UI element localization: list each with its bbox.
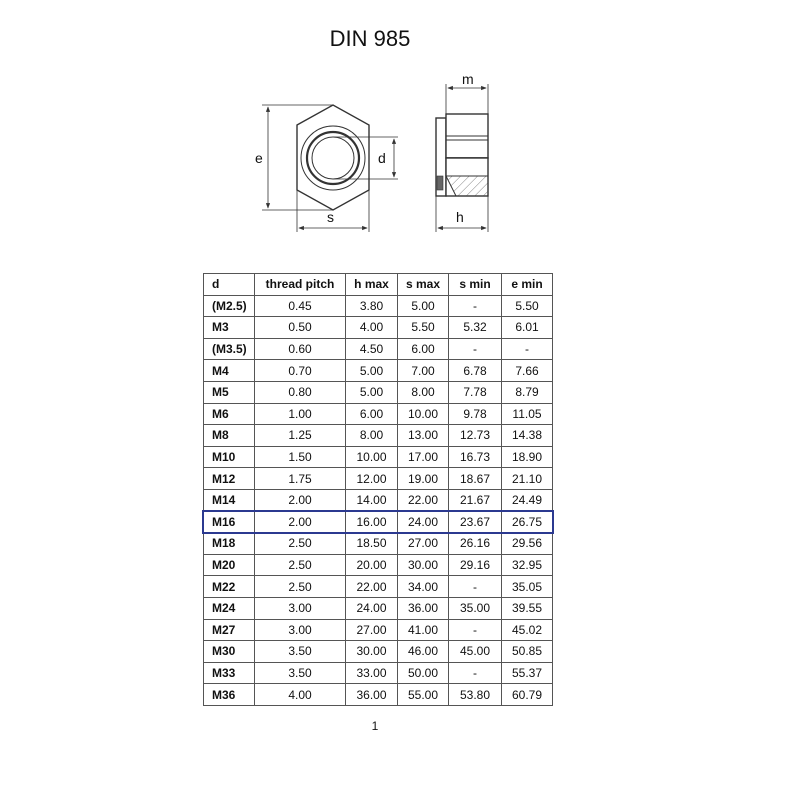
value-cell: 19.00 <box>398 468 449 490</box>
table-row <box>204 511 553 533</box>
value-cell: 20.00 <box>346 554 398 576</box>
value-cell: 23.67 <box>449 511 502 533</box>
value-cell: 14.00 <box>346 489 398 511</box>
value-cell: 2.50 <box>255 554 346 576</box>
value-cell: 36.00 <box>398 597 449 619</box>
value-cell: 26.75 <box>502 511 553 533</box>
value-cell: 35.05 <box>502 576 553 598</box>
value-cell: 4.00 <box>255 684 346 706</box>
label-e: e <box>255 150 263 166</box>
value-cell: 6.78 <box>449 360 502 382</box>
thread-size-cell: M24 <box>204 597 255 619</box>
value-cell: 0.80 <box>255 381 346 403</box>
page-number: 1 <box>371 719 379 733</box>
thread-size-cell: M14 <box>204 489 255 511</box>
value-cell: 3.00 <box>255 597 346 619</box>
value-cell: 3.50 <box>255 662 346 684</box>
value-cell: 16.73 <box>449 446 502 468</box>
thread-size-cell: M20 <box>204 554 255 576</box>
thread-size-cell: M16 <box>204 511 255 533</box>
table-row <box>204 662 553 684</box>
table-row <box>204 597 553 619</box>
label-s: s <box>327 209 334 225</box>
side-section-view <box>436 114 488 196</box>
thread-size-cell: M4 <box>204 360 255 382</box>
value-cell: 5.32 <box>449 317 502 339</box>
value-cell: 2.50 <box>255 533 346 555</box>
value-cell: 22.00 <box>398 489 449 511</box>
value-cell: 50.85 <box>502 641 553 663</box>
table-row <box>204 619 553 641</box>
thread-size-cell: M6 <box>204 403 255 425</box>
value-cell: 2.00 <box>255 489 346 511</box>
thread-size-cell: M36 <box>204 684 255 706</box>
value-cell: 55.37 <box>502 662 553 684</box>
table-row <box>204 403 553 425</box>
value-cell: 4.00 <box>346 317 398 339</box>
table-row <box>204 489 553 511</box>
column-header: d <box>204 274 255 296</box>
value-cell: 26.16 <box>449 533 502 555</box>
value-cell: 17.00 <box>398 446 449 468</box>
dimension-m <box>446 84 488 114</box>
value-cell: 11.05 <box>502 403 553 425</box>
value-cell: 8.79 <box>502 381 553 403</box>
value-cell: 13.00 <box>398 425 449 447</box>
label-h: h <box>456 209 464 225</box>
value-cell: 8.00 <box>346 425 398 447</box>
value-cell: 60.79 <box>502 684 553 706</box>
value-cell: 45.02 <box>502 619 553 641</box>
table-row <box>204 684 553 706</box>
value-cell: 0.45 <box>255 295 346 317</box>
value-cell: 1.00 <box>255 403 346 425</box>
value-cell: 21.67 <box>449 489 502 511</box>
value-cell: - <box>449 338 502 360</box>
thread-size-cell: M3 <box>204 317 255 339</box>
value-cell: 10.00 <box>398 403 449 425</box>
value-cell: 55.00 <box>398 684 449 706</box>
column-header: h max <box>346 274 398 296</box>
value-cell: 12.00 <box>346 468 398 490</box>
value-cell: 16.00 <box>346 511 398 533</box>
value-cell: 18.50 <box>346 533 398 555</box>
value-cell: 7.78 <box>449 381 502 403</box>
value-cell: 24.00 <box>346 597 398 619</box>
value-cell: 30.00 <box>346 641 398 663</box>
label-d: d <box>378 150 386 166</box>
value-cell: 18.67 <box>449 468 502 490</box>
value-cell: 41.00 <box>398 619 449 641</box>
table-row <box>204 338 553 360</box>
value-cell: - <box>449 619 502 641</box>
column-header: s max <box>398 274 449 296</box>
thread-size-cell: M8 <box>204 425 255 447</box>
value-cell: 8.00 <box>398 381 449 403</box>
table-row <box>204 468 553 490</box>
value-cell: 18.90 <box>502 446 553 468</box>
table-body <box>204 295 553 705</box>
value-cell: - <box>502 338 553 360</box>
thread-size-cell: M5 <box>204 381 255 403</box>
column-header: e min <box>502 274 553 296</box>
value-cell: 14.38 <box>502 425 553 447</box>
value-cell: 7.66 <box>502 360 553 382</box>
table-row <box>204 576 553 598</box>
value-cell: 53.80 <box>449 684 502 706</box>
thread-size-cell: M22 <box>204 576 255 598</box>
value-cell: - <box>449 295 502 317</box>
table-row <box>204 381 553 403</box>
value-cell: 24.49 <box>502 489 553 511</box>
column-header: s min <box>449 274 502 296</box>
value-cell: 5.50 <box>398 317 449 339</box>
table-row <box>204 446 553 468</box>
value-cell: 36.00 <box>346 684 398 706</box>
hex-front-view <box>297 105 369 210</box>
din985-dimension-table <box>203 273 553 706</box>
value-cell: 6.00 <box>398 338 449 360</box>
value-cell: 0.60 <box>255 338 346 360</box>
thread-size-cell: M27 <box>204 619 255 641</box>
value-cell: 39.55 <box>502 597 553 619</box>
table-row <box>204 295 553 317</box>
table-row <box>204 641 553 663</box>
value-cell: 2.00 <box>255 511 346 533</box>
thread-size-cell: M10 <box>204 446 255 468</box>
thread-size-cell: M33 <box>204 662 255 684</box>
value-cell: 5.00 <box>346 381 398 403</box>
value-cell: 9.78 <box>449 403 502 425</box>
value-cell: 35.00 <box>449 597 502 619</box>
thread-size-cell: (M2.5) <box>204 295 255 317</box>
value-cell: 32.95 <box>502 554 553 576</box>
value-cell: 3.00 <box>255 619 346 641</box>
value-cell: - <box>449 662 502 684</box>
value-cell: 3.50 <box>255 641 346 663</box>
value-cell: 45.00 <box>449 641 502 663</box>
value-cell: 1.75 <box>255 468 346 490</box>
value-cell: 1.25 <box>255 425 346 447</box>
value-cell: 10.00 <box>346 446 398 468</box>
value-cell: 6.01 <box>502 317 553 339</box>
value-cell: 3.80 <box>346 295 398 317</box>
value-cell: 7.00 <box>398 360 449 382</box>
thread-size-cell: M18 <box>204 533 255 555</box>
value-cell: 27.00 <box>346 619 398 641</box>
value-cell: 22.00 <box>346 576 398 598</box>
value-cell: 5.50 <box>502 295 553 317</box>
value-cell: 0.70 <box>255 360 346 382</box>
value-cell: 4.50 <box>346 338 398 360</box>
value-cell: 33.00 <box>346 662 398 684</box>
value-cell: 5.00 <box>346 360 398 382</box>
page-title: DIN 985 <box>329 26 411 51</box>
value-cell: 6.00 <box>346 403 398 425</box>
table-row <box>204 533 553 555</box>
value-cell: 50.00 <box>398 662 449 684</box>
value-cell: 1.50 <box>255 446 346 468</box>
value-cell: 27.00 <box>398 533 449 555</box>
table-row <box>204 425 553 447</box>
value-cell: 24.00 <box>398 511 449 533</box>
value-cell: 46.00 <box>398 641 449 663</box>
value-cell: 21.10 <box>502 468 553 490</box>
thread-size-cell: M12 <box>204 468 255 490</box>
table-row <box>204 360 553 382</box>
thread-size-cell: M30 <box>204 641 255 663</box>
column-header: thread pitch <box>255 274 346 296</box>
value-cell: 2.50 <box>255 576 346 598</box>
table-row <box>204 317 553 339</box>
label-m: m <box>462 71 474 87</box>
table-row <box>204 554 553 576</box>
value-cell: 34.00 <box>398 576 449 598</box>
thread-size-cell: (M3.5) <box>204 338 255 360</box>
value-cell: - <box>449 576 502 598</box>
hex-lock-nut-drawing <box>240 70 510 240</box>
value-cell: 5.00 <box>398 295 449 317</box>
value-cell: 0.50 <box>255 317 346 339</box>
table-header-row <box>204 274 553 296</box>
value-cell: 30.00 <box>398 554 449 576</box>
value-cell: 12.73 <box>449 425 502 447</box>
value-cell: 29.56 <box>502 533 553 555</box>
value-cell: 29.16 <box>449 554 502 576</box>
